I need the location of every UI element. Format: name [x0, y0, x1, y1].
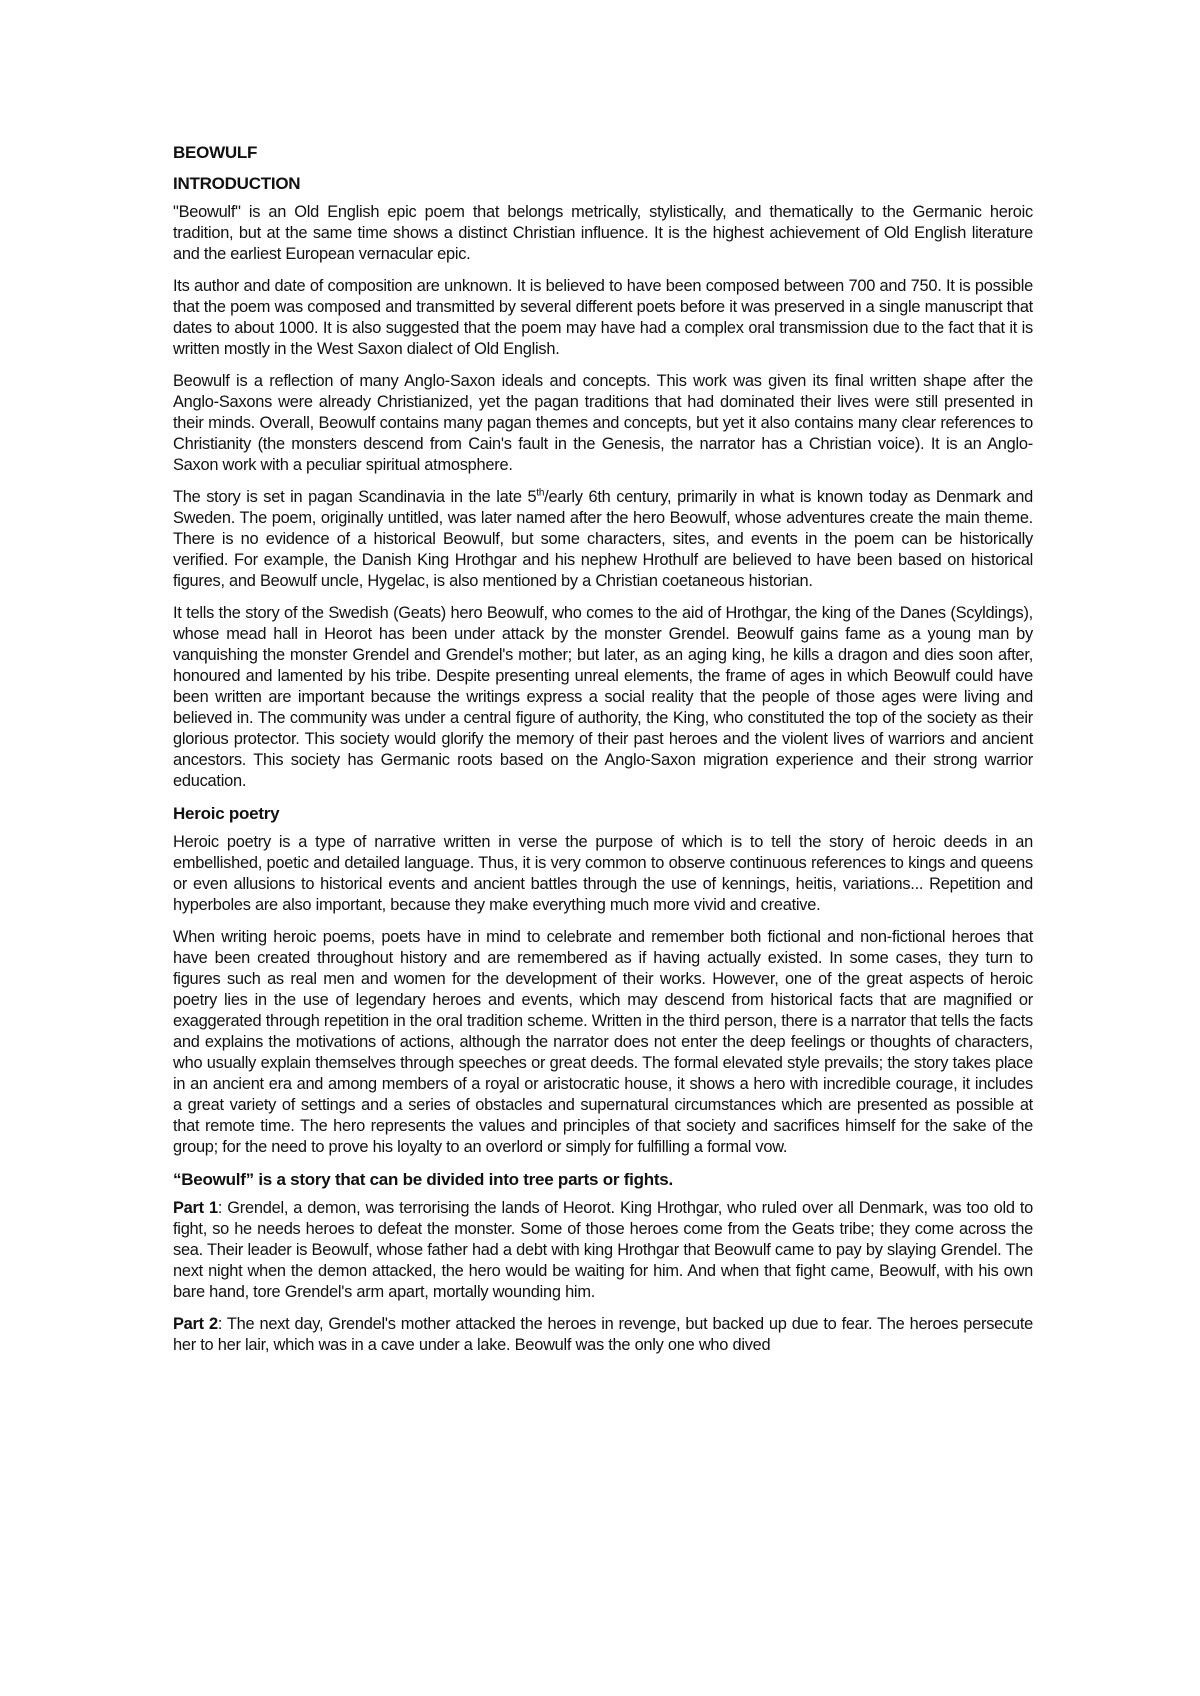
- paragraph-intro-3: Beowulf is a reflection of many Anglo-Saxon ideals and concepts. This work was given its final written shape after the Anglo-Saxons were already Christianized, yet the pagan traditions that had dominated their lives were still presented in their minds. Overall, Beowulf contains many pagan themes and concepts, but yet it also contains many clear references to Christianity (the monsters descend from Cain's fault in the Genesis, the narrator has a Christian voice). It is an Anglo-Saxon work with a peculiar spiritual atmosphere.: [173, 372, 1033, 474]
- document-title: BEOWULF: [173, 143, 258, 162]
- paragraph-intro-1: "Beowulf" is an Old English epic poem that belongs metrically, stylistically, and thematically to the Germanic heroic tradition, but at the same time shows a distinct Christian influence. It is the highest achievement of Old English literature and the earliest European vernacular epic.: [173, 203, 1033, 263]
- part-1-text: : Grendel, a demon, was terrorising the lands of Heorot. King Hrothgar, who ruled over all Denmark, was too old to fight, so he needs heroes to defeat the monster. Some of those heroes come from the Geats tribe; they come across the sea. Their leader is Beowulf, whose father had a debt with king Hrothgar that Beowulf came to pay by slaying Grendel. The next night when the demon attacked, the hero would be waiting for him. And when that fight came, Beowulf, with his own bare hand, tore Grendel's arm apart, mortally wounding him.: [173, 1199, 1033, 1301]
- paragraph-heroic-2: When writing heroic poems, poets have in mind to celebrate and remember both fictional and non-fictional heroes that have been created throughout history and are remembered as if having actually existed. In some cases, they turn to figures such as real men and women for the development of their works. However, one of the great aspects of heroic poetry lies in the use of legendary heroes and events, which may descend from historical facts that are magnified or exaggerated through repetition in the oral tradition scheme. Written in the third person, there is a narrator that tells the facts and explains the motivations of actions, although the narrator does not enter the deep feelings or thoughts of characters, who usually explain themselves through speeches or great deeds. The formal elevated style prevails; the story takes place in an ancient era and among members of a royal or aristocratic house, it shows a hero with incredible courage, it includes a great variety of settings and a series of obstacles and supernatural circumstances which are presented as possible at that remote time. The hero represents the values and principles of that society and sacrifices himself for the sake of the group; for the need to prove his loyalty to an overlord or simply for fulfilling a formal vow.: [173, 928, 1033, 1156]
- paragraph-intro-2: Its author and date of composition are unknown. It is believed to have been composed between 700 and 750. It is possible that the poem was composed and transmitted by several different poets before it was preserved in a single manuscript that dates to about 1000. It is also suggested that the poem may have had a complex oral transmission due to the fact that it is written mostly in the West Saxon dialect of Old English.: [173, 277, 1033, 358]
- paragraph-intro-4: [173, 487, 1033, 592]
- part-2-label: Part 2: [173, 1315, 218, 1333]
- paragraph-intro-4-start: The story is set in pagan Scandinavia in the late 5: [173, 488, 537, 506]
- part-1-label: Part 1: [173, 1199, 218, 1217]
- section-heading-parts: “Beowulf” is a story that can be divided into tree parts or fights.: [173, 1170, 673, 1189]
- paragraph-part-1: [173, 1198, 1033, 1303]
- document-page: [173, 142, 1033, 1367]
- part-2-text: : The next day, Grendel's mother attacked the heroes in revenge, but backed up due to fear. The heroes persecute her to her lair, which was in a cave under a lake. Beowulf was the only one who dived: [173, 1315, 1033, 1354]
- paragraph-intro-5: It tells the story of the Swedish (Geats) hero Beowulf, who comes to the aid of Hrothgar, the king of the Danes (Scyldings), whose mead hall in Heorot has been under attack by the monster Grendel. Beowulf gains fame as a young man by vanquishing the monster Grendel and Grendel's mother; but later, as an aging king, he kills a dragon and dies soon after, honoured and lamented by his tribe. Despite presenting unreal elements, the frame of ages in which Beowulf could have been written are important because the writings express a social reality that the people of those ages were living and believed in. The community was under a central figure of authority, the King, who constituted the top of the society as their glorious protector. This society would glorify the memory of their past heroes and the violent lives of warriors and ancient ancestors. This society has Germanic roots based on the Anglo-Saxon migration experience and their strong warrior education.: [173, 604, 1033, 790]
- paragraph-intro-4-rest: /early 6th century, primarily in what is known today as Denmark and Sweden. The poem, originally untitled, was later named after the hero Beowulf, whose adventures create the main theme. There is no evidence of a historical Beowulf, but some characters, sites, and events in the poem can be historically verified. For example, the Danish King Hrothgar and his nephew Hrothulf are believed to have been based on historical figures, and Beowulf uncle, Hygelac, is also mentioned by a Christian coetaneous historian.: [173, 488, 1033, 590]
- section-heading-introduction: INTRODUCTION: [173, 174, 301, 193]
- ordinal-superscript: th: [536, 487, 545, 499]
- paragraph-part-2: [173, 1314, 1033, 1356]
- paragraph-heroic-1: Heroic poetry is a type of narrative written in verse the purpose of which is to tell the story of heroic deeds in an embellished, poetic and detailed language. Thus, it is very common to observe continuous references to kings and queens or even allusions to historical events and ancient battles through the use of kennings, heitis, variations... Repetition and hyperboles are also important, because they make everything much more vivid and creative.: [173, 833, 1033, 914]
- section-heading-heroic-poetry: Heroic poetry: [173, 804, 280, 823]
